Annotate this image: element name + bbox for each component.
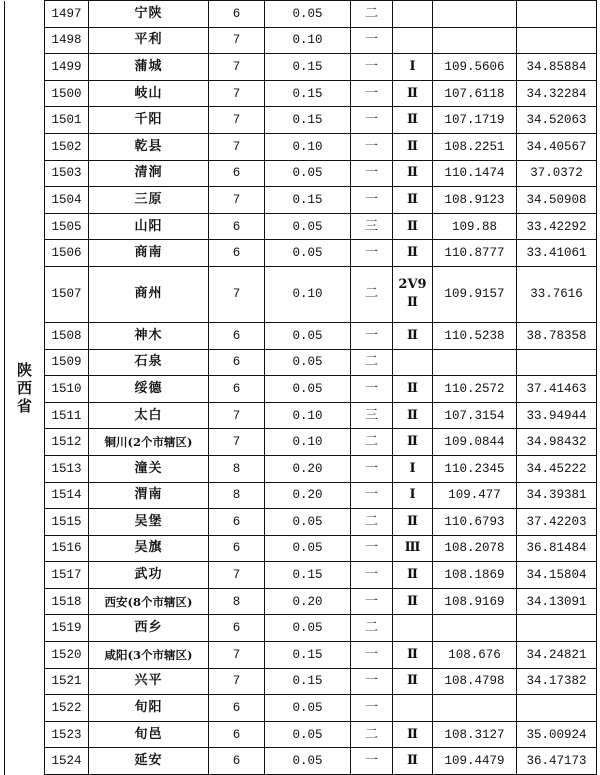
acceleration-cell: 0.20 (265, 588, 351, 615)
site-class-cell (393, 695, 433, 722)
group-cell: 一 (351, 642, 393, 669)
intensity-cell: 7 (209, 107, 265, 134)
group-cell: 一 (351, 668, 393, 695)
group-cell: 一 (351, 748, 393, 775)
table-row (5, 240, 597, 267)
acceleration-cell: 0.10 (265, 133, 351, 160)
longitude-cell: 108.1869 (433, 562, 517, 589)
latitude-cell: 34.15804 (517, 562, 597, 589)
table-row (5, 349, 597, 376)
acceleration-cell: 0.05 (265, 349, 351, 376)
latitude-cell: 34.17382 (517, 668, 597, 695)
site-class-cell: Ⅱ (393, 642, 433, 669)
acceleration-cell: 0.05 (265, 240, 351, 267)
table-row (5, 80, 597, 107)
latitude-cell (517, 1, 597, 28)
county-name-cell: 渭南 (89, 482, 209, 509)
county-name-cell: 潼关 (89, 455, 209, 482)
county-name-cell: 吴堡 (89, 509, 209, 536)
latitude-cell: 37.0372 (517, 160, 597, 187)
longitude-cell: 110.1474 (433, 160, 517, 187)
county-name-cell: 旬阳 (89, 695, 209, 722)
intensity-cell: 6 (209, 695, 265, 722)
table-row (5, 376, 597, 403)
longitude-cell: 110.6793 (433, 509, 517, 536)
row-id-cell: 1510 (45, 376, 89, 403)
latitude-cell: 33.41061 (517, 240, 597, 267)
acceleration-cell: 0.05 (265, 160, 351, 187)
longitude-cell: 109.5606 (433, 54, 517, 81)
table-row (5, 615, 597, 642)
site-class-cell: Ⅱ (393, 187, 433, 214)
acceleration-cell: 0.15 (265, 107, 351, 134)
longitude-cell: 108.3127 (433, 721, 517, 748)
province-label: 陕西省 (16, 360, 32, 415)
row-id-cell: 1516 (45, 535, 89, 562)
acceleration-cell: 0.05 (265, 535, 351, 562)
longitude-cell: 108.9123 (433, 187, 517, 214)
table-row (5, 429, 597, 456)
group-cell: 一 (351, 187, 393, 214)
row-id-cell: 1514 (45, 482, 89, 509)
longitude-cell (433, 615, 517, 642)
intensity-cell: 7 (209, 187, 265, 214)
intensity-cell: 6 (209, 213, 265, 240)
table-row (5, 695, 597, 722)
table-row (5, 107, 597, 134)
row-id-cell: 1507 (45, 266, 89, 322)
row-id-cell: 1520 (45, 642, 89, 669)
county-name-cell: 兴平 (89, 668, 209, 695)
row-id-cell: 1517 (45, 562, 89, 589)
site-class-cell: Ⅲ (393, 535, 433, 562)
acceleration-cell: 0.05 (265, 695, 351, 722)
group-cell: 三 (351, 402, 393, 429)
acceleration-cell: 0.20 (265, 482, 351, 509)
intensity-cell: 7 (209, 266, 265, 322)
row-id-cell: 1519 (45, 615, 89, 642)
row-id-cell: 1506 (45, 240, 89, 267)
longitude-cell: 109.4479 (433, 748, 517, 775)
intensity-cell: 6 (209, 615, 265, 642)
county-name-cell: 宁陕 (89, 1, 209, 28)
latitude-cell: 34.13091 (517, 588, 597, 615)
group-cell: 一 (351, 482, 393, 509)
longitude-cell: 110.2345 (433, 455, 517, 482)
acceleration-cell: 0.05 (265, 509, 351, 536)
acceleration-cell: 0.20 (265, 455, 351, 482)
table-row (5, 213, 597, 240)
latitude-cell: 34.52063 (517, 107, 597, 134)
longitude-cell: 110.2572 (433, 376, 517, 403)
site-class-cell: Ⅱ (393, 509, 433, 536)
table-row (5, 668, 597, 695)
latitude-cell: 33.7616 (517, 266, 597, 322)
row-id-cell: 1511 (45, 402, 89, 429)
longitude-cell: 110.5238 (433, 322, 517, 349)
row-id-cell: 1500 (45, 80, 89, 107)
group-cell: 一 (351, 54, 393, 81)
intensity-cell: 7 (209, 429, 265, 456)
latitude-cell: 34.24821 (517, 642, 597, 669)
site-class-cell: Ⅱ (393, 721, 433, 748)
latitude-cell: 34.39381 (517, 482, 597, 509)
intensity-cell: 7 (209, 133, 265, 160)
latitude-cell: 37.42203 (517, 509, 597, 536)
longitude-cell: 109.477 (433, 482, 517, 509)
table-row (5, 562, 597, 589)
longitude-cell: 108.4798 (433, 668, 517, 695)
intensity-cell: 7 (209, 562, 265, 589)
table-row (5, 27, 597, 54)
group-cell: 一 (351, 160, 393, 187)
acceleration-cell: 0.05 (265, 748, 351, 775)
row-id-cell: 1522 (45, 695, 89, 722)
intensity-cell: 6 (209, 240, 265, 267)
row-id-cell: 1499 (45, 54, 89, 81)
latitude-cell: 33.94944 (517, 402, 597, 429)
row-id-cell: 1513 (45, 455, 89, 482)
intensity-cell: 8 (209, 455, 265, 482)
county-name-cell: 乾县 (89, 133, 209, 160)
site-class-cell: Ⅱ (393, 748, 433, 775)
site-class-cell: Ⅱ (393, 322, 433, 349)
row-id-cell: 1497 (45, 1, 89, 28)
acceleration-cell: 0.15 (265, 642, 351, 669)
row-id-cell: 1508 (45, 322, 89, 349)
latitude-cell (517, 695, 597, 722)
latitude-cell: 34.98432 (517, 429, 597, 456)
table-row (5, 509, 597, 536)
acceleration-cell: 0.15 (265, 562, 351, 589)
site-class-cell: Ⅱ (393, 588, 433, 615)
site-class-cell: Ⅰ (393, 482, 433, 509)
group-cell: 二 (351, 429, 393, 456)
group-cell: 一 (351, 535, 393, 562)
intensity-cell: 6 (209, 1, 265, 28)
longitude-cell: 108.9169 (433, 588, 517, 615)
county-name-cell: 武功 (89, 562, 209, 589)
table-row (5, 402, 597, 429)
latitude-cell: 33.42292 (517, 213, 597, 240)
row-id-cell: 1523 (45, 721, 89, 748)
latitude-cell: 38.78358 (517, 322, 597, 349)
table-row (5, 133, 597, 160)
latitude-cell: 35.00924 (517, 721, 597, 748)
site-class-cell (393, 615, 433, 642)
county-name-cell: 绥德 (89, 376, 209, 403)
acceleration-cell: 0.05 (265, 213, 351, 240)
latitude-cell: 36.81484 (517, 535, 597, 562)
group-cell: 一 (351, 562, 393, 589)
site-class-cell: Ⅱ (393, 133, 433, 160)
table-row (5, 322, 597, 349)
table-row (5, 721, 597, 748)
table-row (5, 54, 597, 81)
table-row (5, 748, 597, 775)
intensity-cell: 6 (209, 748, 265, 775)
table-row (5, 535, 597, 562)
document-page (4, 0, 598, 770)
intensity-cell: 6 (209, 322, 265, 349)
row-id-cell: 1504 (45, 187, 89, 214)
intensity-cell: 6 (209, 376, 265, 403)
site-class-cell: Ⅰ (393, 455, 433, 482)
longitude-cell (433, 27, 517, 54)
latitude-cell (517, 349, 597, 376)
acceleration-cell: 0.05 (265, 721, 351, 748)
acceleration-cell: 0.05 (265, 1, 351, 28)
group-cell: 一 (351, 240, 393, 267)
longitude-cell: 108.676 (433, 642, 517, 669)
intensity-cell: 6 (209, 349, 265, 376)
site-class-cell: Ⅱ (393, 240, 433, 267)
group-cell: 二 (351, 509, 393, 536)
acceleration-cell: 0.10 (265, 402, 351, 429)
county-name-cell: 蒲城 (89, 54, 209, 81)
row-id-cell: 1501 (45, 107, 89, 134)
county-name-cell: 咸阳(3个市辖区) (89, 642, 209, 669)
county-name-cell: 三原 (89, 187, 209, 214)
intensity-cell: 6 (209, 721, 265, 748)
county-name-cell: 岐山 (89, 80, 209, 107)
table-row (5, 187, 597, 214)
acceleration-cell: 0.15 (265, 187, 351, 214)
site-class-cell: Ⅱ (393, 160, 433, 187)
acceleration-cell: 0.15 (265, 80, 351, 107)
county-name-cell: 平利 (89, 27, 209, 54)
county-name-cell: 吴旗 (89, 535, 209, 562)
site-class-cell (393, 349, 433, 376)
longitude-cell (433, 695, 517, 722)
site-class-cell: Ⅱ (393, 668, 433, 695)
acceleration-cell: 0.10 (265, 27, 351, 54)
group-cell: 二 (351, 615, 393, 642)
longitude-cell: 109.88 (433, 213, 517, 240)
county-name-cell: 神木 (89, 322, 209, 349)
acceleration-cell: 0.05 (265, 376, 351, 403)
latitude-cell (517, 27, 597, 54)
site-class-cell: Ⅱ (393, 429, 433, 456)
site-class-cell: Ⅱ (393, 402, 433, 429)
longitude-cell (433, 349, 517, 376)
latitude-cell: 34.45222 (517, 455, 597, 482)
intensity-cell: 6 (209, 509, 265, 536)
group-cell: 一 (351, 27, 393, 54)
latitude-cell (517, 615, 597, 642)
county-name-cell: 商南 (89, 240, 209, 267)
county-name-cell: 山阳 (89, 213, 209, 240)
intensity-cell: 6 (209, 160, 265, 187)
row-id-cell: 1509 (45, 349, 89, 376)
latitude-cell: 34.40567 (517, 133, 597, 160)
county-name-cell: 清涧 (89, 160, 209, 187)
table-row (5, 482, 597, 509)
row-id-cell: 1521 (45, 668, 89, 695)
group-cell: 一 (351, 376, 393, 403)
site-class-cell: Ⅱ (393, 107, 433, 134)
county-name-cell: 旬邑 (89, 721, 209, 748)
latitude-cell: 34.85884 (517, 54, 597, 81)
group-cell: 二 (351, 266, 393, 322)
group-cell: 三 (351, 213, 393, 240)
group-cell: 一 (351, 133, 393, 160)
acceleration-cell: 0.05 (265, 322, 351, 349)
latitude-cell: 34.32284 (517, 80, 597, 107)
group-cell: 一 (351, 107, 393, 134)
acceleration-cell: 0.15 (265, 668, 351, 695)
row-id-cell: 1505 (45, 213, 89, 240)
intensity-cell: 6 (209, 535, 265, 562)
county-name-cell: 西安(8个市辖区) (89, 588, 209, 615)
intensity-cell: 7 (209, 402, 265, 429)
longitude-cell: 110.8777 (433, 240, 517, 267)
group-cell: 一 (351, 322, 393, 349)
table-body (5, 1, 597, 775)
latitude-cell: 34.50908 (517, 187, 597, 214)
row-id-cell: 1524 (45, 748, 89, 775)
group-cell: 二 (351, 1, 393, 28)
intensity-cell: 8 (209, 482, 265, 509)
intensity-cell: 7 (209, 80, 265, 107)
latitude-cell: 37.41463 (517, 376, 597, 403)
longitude-cell: 108.2078 (433, 535, 517, 562)
group-cell: 二 (351, 721, 393, 748)
site-class-cell: Ⅱ (393, 376, 433, 403)
row-id-cell: 1502 (45, 133, 89, 160)
group-cell: 一 (351, 455, 393, 482)
longitude-cell (433, 1, 517, 28)
group-cell: 二 (351, 349, 393, 376)
intensity-cell: 7 (209, 54, 265, 81)
group-cell: 一 (351, 588, 393, 615)
group-cell: 一 (351, 80, 393, 107)
intensity-cell: 7 (209, 27, 265, 54)
table-row (5, 455, 597, 482)
county-name-cell: 太白 (89, 402, 209, 429)
table-row (5, 266, 597, 322)
acceleration-cell: 0.05 (265, 615, 351, 642)
site-class-cell: 2V9 Ⅱ (393, 266, 433, 322)
longitude-cell: 107.3154 (433, 402, 517, 429)
table-row (5, 588, 597, 615)
row-id-cell: 1503 (45, 160, 89, 187)
county-name-cell: 千阳 (89, 107, 209, 134)
intensity-cell: 8 (209, 588, 265, 615)
group-cell: 一 (351, 695, 393, 722)
row-id-cell: 1512 (45, 429, 89, 456)
longitude-cell: 109.9157 (433, 266, 517, 322)
seismic-table (4, 0, 597, 775)
longitude-cell: 108.2251 (433, 133, 517, 160)
longitude-cell: 107.6118 (433, 80, 517, 107)
intensity-cell: 7 (209, 668, 265, 695)
table-row (5, 1, 597, 28)
longitude-cell: 109.0844 (433, 429, 517, 456)
longitude-cell: 107.1719 (433, 107, 517, 134)
intensity-cell: 7 (209, 642, 265, 669)
site-class-cell: Ⅱ (393, 562, 433, 589)
province-cell (5, 1, 45, 775)
county-name-cell: 延安 (89, 748, 209, 775)
site-class-cell (393, 27, 433, 54)
acceleration-cell: 0.10 (265, 266, 351, 322)
table-row (5, 642, 597, 669)
site-class-cell: Ⅱ (393, 80, 433, 107)
county-name-cell: 石泉 (89, 349, 209, 376)
row-id-cell: 1518 (45, 588, 89, 615)
table-row (5, 160, 597, 187)
latitude-cell: 36.47173 (517, 748, 597, 775)
row-id-cell: 1515 (45, 509, 89, 536)
site-class-cell: Ⅱ (393, 213, 433, 240)
county-name-cell: 西乡 (89, 615, 209, 642)
acceleration-cell: 0.15 (265, 54, 351, 81)
county-name-cell: 铜川(2个市辖区) (89, 429, 209, 456)
row-id-cell: 1498 (45, 27, 89, 54)
county-name-cell: 商州 (89, 266, 209, 322)
site-class-cell (393, 1, 433, 28)
site-class-cell: Ⅰ (393, 54, 433, 81)
acceleration-cell: 0.10 (265, 429, 351, 456)
